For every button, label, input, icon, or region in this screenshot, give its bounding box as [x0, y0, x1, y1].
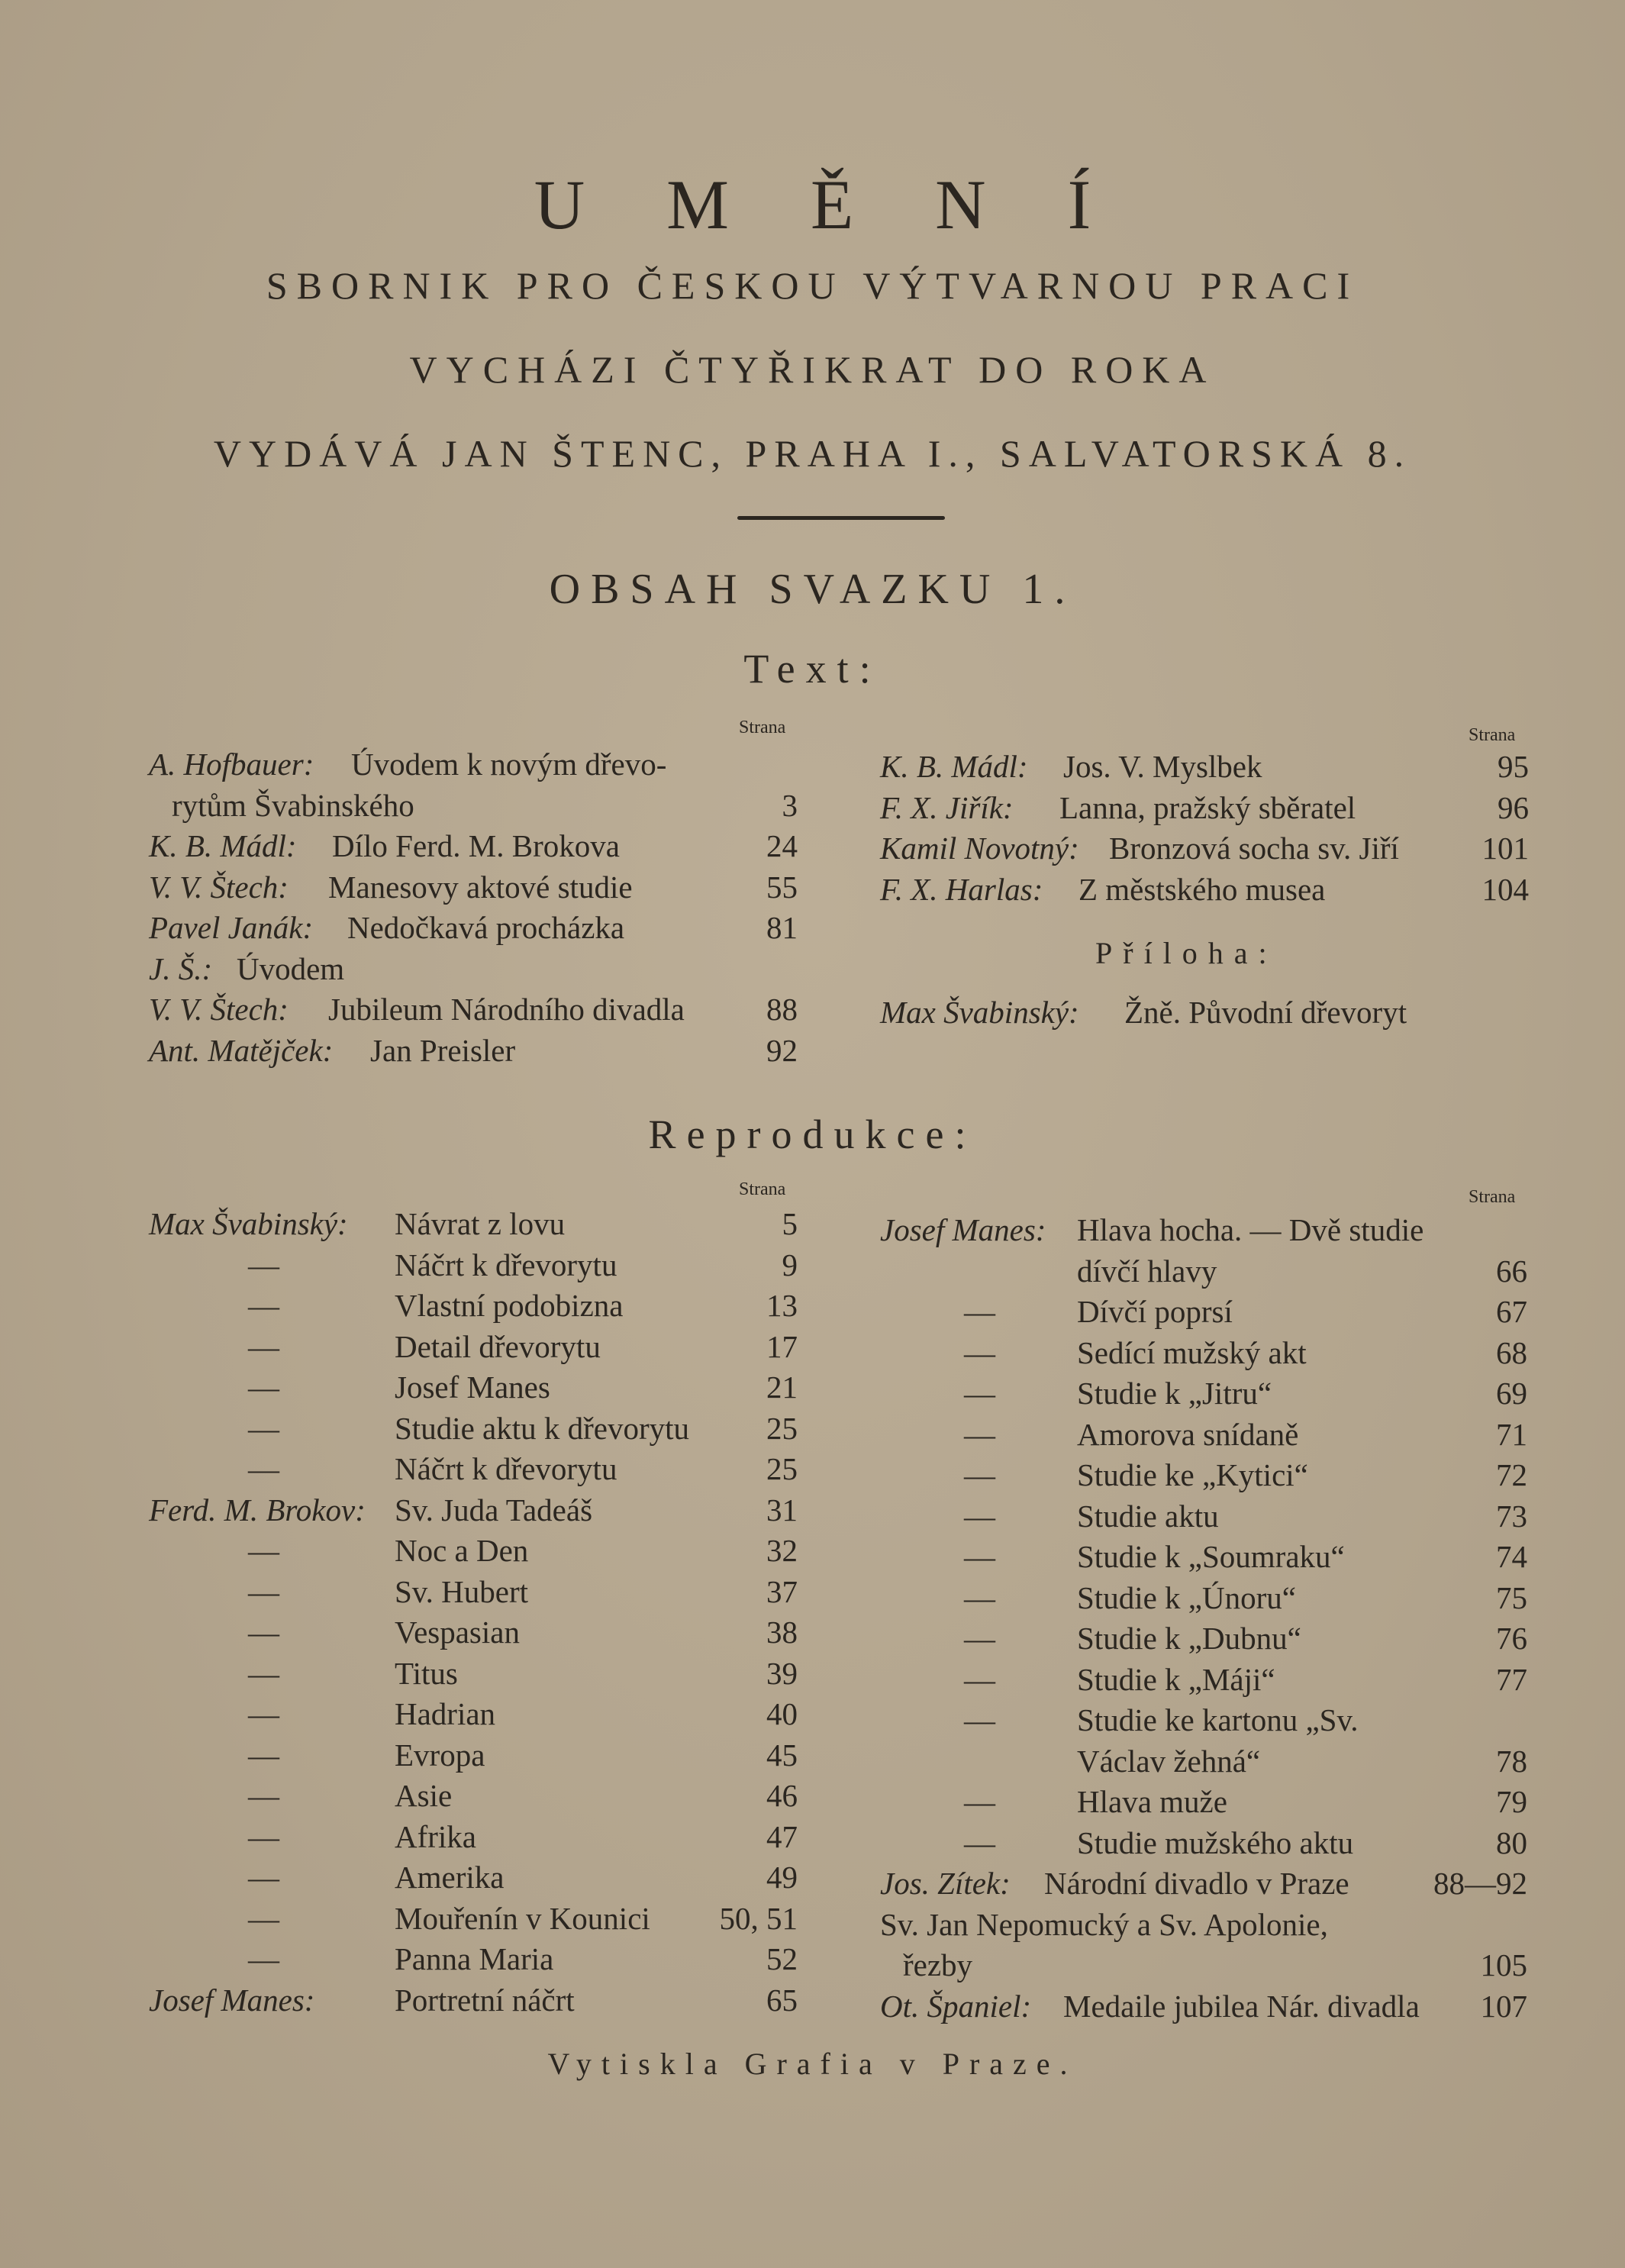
ditto-dash: —: [964, 1661, 995, 1697]
entry-author: Max Švabinský:: [149, 1206, 348, 1241]
entry-author: F. X. Jiřík:: [880, 789, 1014, 825]
toc-entry: [149, 1694, 798, 1735]
entry-title: Sv. Jan Nepomucký a Sv. Apolonie,: [880, 1906, 1328, 1942]
toc-entry: [880, 788, 1529, 829]
entry-author: V. V. Štech:: [149, 992, 289, 1027]
entry-title: Dívčí poprsí: [1077, 1294, 1233, 1329]
toc-entry: [149, 1286, 798, 1327]
ditto-dash: —: [248, 1451, 279, 1486]
entry-title: Afrika: [395, 1818, 477, 1854]
toc-entry: [149, 1817, 798, 1858]
page-number: 72: [1496, 1457, 1527, 1492]
ditto-dash: —: [964, 1702, 995, 1737]
printer-footer: Vytiskla Grafia v Praze.: [547, 2047, 1078, 2081]
page-number: 71: [1496, 1416, 1527, 1452]
page-number: 13: [766, 1288, 798, 1323]
ditto-dash: —: [964, 1498, 995, 1534]
page-column-label: Strana: [739, 718, 786, 737]
entry-title: Sedící mužský akt: [1077, 1334, 1307, 1370]
entry-title: Studie mužského aktu: [1077, 1824, 1354, 1860]
toc-entry: [880, 1905, 1527, 1946]
entry-title: Asie: [395, 1778, 453, 1813]
page-number: 104: [1482, 871, 1529, 907]
ditto-dash: —: [248, 1410, 279, 1446]
contents-title: OBSAH SVAZKU 1.: [549, 566, 1076, 613]
ditto-dash: —: [248, 1818, 279, 1854]
entry-title: Vlastní podobizna: [395, 1288, 624, 1323]
page-number: 45: [766, 1737, 798, 1773]
page-number: 9: [782, 1247, 798, 1282]
toc-entry: [880, 1210, 1527, 1251]
toc-entry: [880, 1660, 1527, 1701]
entry-author: Josef Manes:: [149, 1982, 315, 2018]
toc-entry: [880, 1333, 1527, 1374]
ditto-dash: —: [964, 1457, 995, 1492]
ditto-dash: —: [964, 1824, 995, 1860]
entry-title: řezby: [903, 1947, 973, 1982]
ditto-dash: —: [248, 1328, 279, 1364]
page-number: 3: [782, 787, 798, 823]
entry-title: Studie ke „Kytici“: [1077, 1457, 1308, 1492]
page-number: 78: [1496, 1743, 1527, 1779]
entry-title: Lanna, pražský sběratel: [1059, 789, 1356, 825]
page-number: 80: [1496, 1824, 1527, 1860]
toc-entry: [880, 1741, 1527, 1782]
entry-title: Detail dřevorytu: [395, 1328, 601, 1364]
entry-title: Národní divadlo v Praze: [1044, 1866, 1349, 1901]
page-number: 38: [766, 1615, 798, 1650]
toc-entry: [880, 1700, 1527, 1741]
toc-entry: [149, 744, 798, 786]
page-column-label: Strana: [1469, 1187, 1516, 1207]
toc-entry: [880, 1782, 1527, 1823]
entry-title: Žně. Původní dřevoryt: [1124, 995, 1407, 1030]
page-number: 32: [766, 1533, 798, 1568]
toc-entry: [149, 1449, 798, 1490]
entry-author: K. B. Mádl:: [149, 828, 297, 863]
page-number: 17: [766, 1328, 798, 1364]
entry-title: Josef Manes: [395, 1370, 550, 1405]
page-number: 73: [1496, 1498, 1527, 1534]
toc-entry: [149, 1367, 798, 1408]
publisher-line: VYDÁVÁ JAN ŠTENC, PRAHA I., SALVATORSKÁ 8.: [213, 432, 1412, 475]
toc-entry: [149, 826, 798, 867]
toc-entry: [880, 1986, 1527, 2028]
toc-entry: [149, 1572, 798, 1613]
page-number: 5: [782, 1206, 798, 1241]
toc-entry: [149, 1653, 798, 1695]
toc-entry: [149, 1899, 798, 1940]
toc-entry: [149, 1735, 798, 1776]
page-number: 88—92: [1433, 1866, 1527, 1901]
ditto-dash: —: [964, 1334, 995, 1370]
reproductions-left-column: [149, 1204, 798, 2021]
page-number: 74: [1496, 1539, 1527, 1574]
toc-entry: [880, 1823, 1527, 1864]
page-number: 65: [766, 1982, 798, 2018]
toc-entry: [149, 989, 798, 1031]
toc-entry: [880, 1863, 1527, 1905]
entry-title: Studie aktu: [1077, 1498, 1219, 1534]
entry-author: K. B. Mádl:: [880, 749, 1028, 784]
page-number: 50, 51: [719, 1900, 798, 1936]
entry-title: Nedočkavá procházka: [347, 910, 625, 945]
entry-title: Z městského musea: [1078, 871, 1326, 907]
entry-title: Studie k „Máji“: [1077, 1661, 1275, 1697]
entry-author: A. Hofbauer:: [149, 747, 314, 782]
entry-title: Úvodem: [237, 950, 345, 986]
toc-entry: [149, 1031, 798, 1072]
entry-title: Vespasian: [395, 1615, 520, 1650]
toc-entry: [880, 747, 1529, 788]
page-number: 55: [766, 869, 798, 905]
page-number: 105: [1480, 1947, 1527, 1982]
page-number: 76: [1496, 1621, 1527, 1656]
entry-title: Jos. V. Myslbek: [1063, 749, 1262, 784]
toc-entry: [149, 786, 798, 827]
toc-entry: [880, 1251, 1527, 1292]
ditto-dash: —: [964, 1294, 995, 1329]
divider-rule: [737, 516, 945, 520]
entry-title: Medaile jubilea Nár. divadla: [1063, 1988, 1420, 2024]
toc-entry: [880, 1496, 1527, 1537]
page-column-label: Strana: [739, 1179, 786, 1199]
entry-author: F. X. Harlas:: [880, 871, 1043, 907]
reproductions-right-column: [880, 1210, 1527, 2027]
entry-title: Náčrt k dřevorytu: [395, 1247, 617, 1282]
page-number: 21: [766, 1370, 798, 1405]
entry-title: Náčrt k dřevorytu: [395, 1451, 617, 1486]
reproductions-section-heading: Reprodukce:: [648, 1111, 977, 1157]
entry-title: Titus: [395, 1655, 458, 1691]
toc-entry: [880, 828, 1529, 869]
ditto-dash: —: [964, 1539, 995, 1574]
ditto-dash: —: [248, 1696, 279, 1731]
page-number: 95: [1498, 749, 1529, 784]
entry-author: Jos. Zítek:: [880, 1866, 1011, 1901]
entry-author: Pavel Janák:: [149, 910, 314, 945]
toc-entry: [149, 1408, 798, 1450]
page-number: 24: [766, 828, 798, 863]
entry-author: Kamil Novotný:: [880, 831, 1079, 866]
toc-entry: [149, 1490, 798, 1531]
page-column-label: Strana: [1469, 725, 1516, 745]
page-number: 77: [1496, 1661, 1527, 1697]
entry-title: Studie ke kartonu „Sv.: [1077, 1702, 1359, 1737]
page-number: 25: [766, 1451, 798, 1486]
toc-entry: [149, 1776, 798, 1817]
toc-entry: [149, 949, 798, 990]
page-number: 75: [1496, 1579, 1527, 1615]
text-section-heading: Text:: [743, 646, 882, 692]
page-number: 101: [1482, 831, 1529, 866]
entry-title: Studie k „Únoru“: [1077, 1579, 1296, 1615]
toc-entry: [149, 1327, 798, 1368]
entry-title: Úvodem k novým dřevo-: [351, 747, 667, 782]
publication-frequency: VYCHÁZI ČTYŘIKRAT DO ROKA: [409, 348, 1216, 391]
page-number: 46: [766, 1778, 798, 1813]
entry-title: Sv. Hubert: [395, 1573, 528, 1609]
ditto-dash: —: [964, 1416, 995, 1452]
ditto-dash: —: [248, 1655, 279, 1691]
priloha-entry: [880, 992, 1536, 1034]
entry-title: Studie aktu k dřevorytu: [395, 1410, 690, 1446]
toc-entry: [149, 1939, 798, 1980]
page-number: 68: [1496, 1334, 1527, 1370]
entry-title: Studie k „Dubnu“: [1077, 1621, 1301, 1656]
page-number: 31: [766, 1492, 798, 1528]
toc-entry: [880, 1415, 1527, 1456]
entry-author: Max Švabinský:: [880, 995, 1079, 1030]
toc-entry: [149, 867, 798, 908]
entry-author: V. V. Štech:: [149, 869, 289, 905]
ditto-dash: —: [964, 1376, 995, 1411]
entry-title: Návrat z lovu: [395, 1206, 566, 1241]
ditto-dash: —: [964, 1579, 995, 1615]
text-contents-right-column: [880, 747, 1529, 910]
toc-entry: [149, 1857, 798, 1899]
ditto-dash: —: [248, 1941, 279, 1976]
entry-title: Hlava muže: [1077, 1784, 1227, 1819]
entry-title: Václav žehná“: [1077, 1743, 1261, 1779]
page-number: 96: [1498, 789, 1529, 825]
page-number: 69: [1496, 1376, 1527, 1411]
ditto-dash: —: [248, 1737, 279, 1773]
ditto-dash: —: [248, 1370, 279, 1405]
priloha-heading: Příloha:: [1095, 936, 1278, 970]
page-number: 81: [766, 910, 798, 945]
entry-title: dívčí hlavy: [1077, 1253, 1217, 1289]
ditto-dash: —: [964, 1621, 995, 1656]
toc-entry: [880, 1945, 1527, 1986]
text-contents-left-column: [149, 744, 798, 1071]
toc-entry: [880, 1578, 1527, 1619]
entry-author: Ot. Španiel:: [880, 1988, 1032, 2024]
entry-title: Bronzová socha sv. Jiří: [1109, 831, 1399, 866]
toc-entry: [880, 1537, 1527, 1578]
page-number: 66: [1496, 1253, 1527, 1289]
entry-author: Josef Manes:: [880, 1212, 1046, 1247]
page-number: 107: [1480, 1988, 1527, 2024]
ditto-dash: —: [248, 1573, 279, 1609]
ditto-dash: —: [964, 1784, 995, 1819]
journal-title: U M Ě N Í: [534, 166, 1124, 244]
entry-title: Amorova snídaně: [1077, 1416, 1299, 1452]
entry-title: Studie k „Jitru“: [1077, 1376, 1272, 1411]
entry-title: Evropa: [395, 1737, 485, 1773]
ditto-dash: —: [248, 1288, 279, 1323]
entry-author: J. Š.:: [149, 950, 213, 986]
entry-title: rytům Švabinského: [172, 787, 414, 823]
page-number: 49: [766, 1860, 798, 1895]
page-number: 88: [766, 992, 798, 1027]
entry-title: Noc a Den: [395, 1533, 529, 1568]
ditto-dash: —: [248, 1247, 279, 1282]
entry-title: Hlava hocha. — Dvě studie: [1077, 1212, 1424, 1247]
page-number: 67: [1496, 1294, 1527, 1329]
ditto-dash: —: [248, 1778, 279, 1813]
journal-subtitle: SBORNIK PRO ČESKOU VÝTVARNOU PRACI: [266, 264, 1359, 307]
entry-title: Dílo Ferd. M. Brokova: [332, 828, 620, 863]
toc-entry: [880, 1618, 1527, 1660]
page-number: 52: [766, 1941, 798, 1976]
toc-entry: [880, 869, 1529, 911]
toc-entry: [880, 1455, 1527, 1496]
toc-entry: [149, 1204, 798, 1245]
ditto-dash: —: [248, 1615, 279, 1650]
ditto-dash: —: [248, 1900, 279, 1936]
ditto-dash: —: [248, 1860, 279, 1895]
entry-author: Ant. Matějček:: [149, 1032, 334, 1068]
entry-title: Manesovy aktové studie: [328, 869, 633, 905]
page-number: 25: [766, 1410, 798, 1446]
entry-title: Studie k „Soumraku“: [1077, 1539, 1345, 1574]
toc-entry: [149, 1980, 798, 2021]
entry-title: Portretní náčrt: [395, 1982, 575, 2018]
entry-title: Amerika: [395, 1860, 505, 1895]
entry-title: Hadrian: [395, 1696, 496, 1731]
page-number: 39: [766, 1655, 798, 1691]
toc-entry: [149, 908, 798, 949]
entry-title: Sv. Juda Tadeáš: [395, 1492, 593, 1528]
ditto-dash: —: [248, 1533, 279, 1568]
entry-title: Jubileum Národního divadla: [328, 992, 685, 1027]
entry-title: Mouřenín v Kounici: [395, 1900, 650, 1936]
entry-title: Panna Maria: [395, 1941, 554, 1976]
page-number: 47: [766, 1818, 798, 1854]
page-number: 79: [1496, 1784, 1527, 1819]
toc-entry: [880, 1292, 1527, 1333]
toc-entry: [880, 1373, 1527, 1415]
page-number: 92: [766, 1032, 798, 1068]
toc-entry: [149, 1531, 798, 1572]
entry-title: Jan Preisler: [370, 1032, 516, 1068]
entry-author: Ferd. M. Brokov:: [149, 1492, 366, 1528]
page-number: 37: [766, 1573, 798, 1609]
toc-entry: [149, 1245, 798, 1286]
toc-entry: [149, 1612, 798, 1653]
page-number: 40: [766, 1696, 798, 1731]
